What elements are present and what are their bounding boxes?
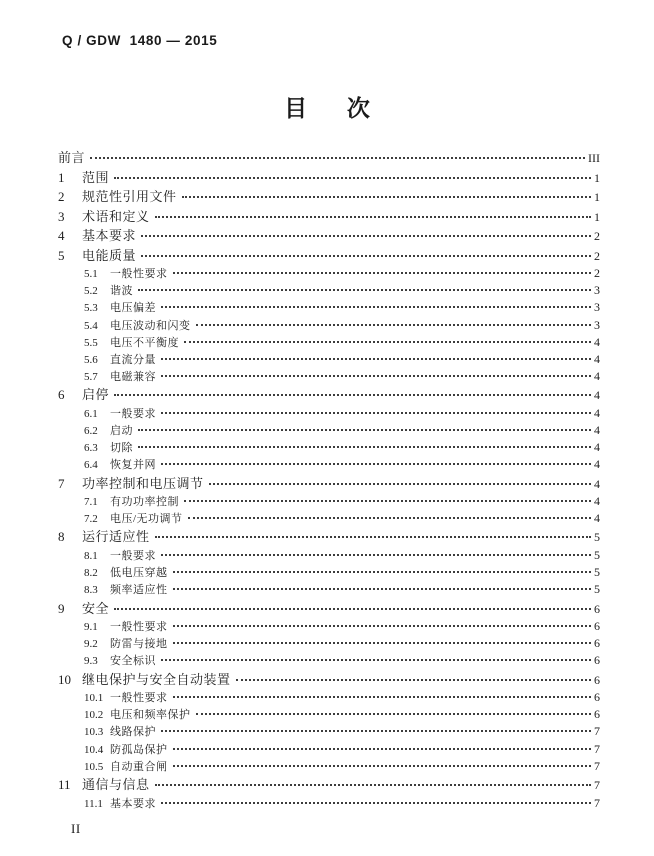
toc-entry-number: 9 <box>58 600 65 616</box>
toc-entry <box>58 474 600 494</box>
footer-page-number: II <box>71 821 81 836</box>
toc-entry <box>58 599 600 619</box>
leader-dots <box>182 196 591 198</box>
leader-dots <box>161 306 591 308</box>
toc-entry-label: 恢复并网 <box>110 459 156 472</box>
toc-entry <box>58 547 600 564</box>
toc-entry-page-number: III <box>588 151 600 165</box>
toc-entry-label: 自动重合闸 <box>110 760 168 773</box>
toc-entry-page-number: 6 <box>594 707 600 722</box>
toc-entry-number: 10.2 <box>84 709 104 722</box>
toc-entry-page-number: 7 <box>594 778 600 792</box>
toc-entry-label: 有功功率控制 <box>110 496 179 509</box>
leader-dots <box>209 483 591 485</box>
toc-entry-page-number: 4 <box>594 388 600 403</box>
leader-dots <box>155 216 591 218</box>
toc-entry-number: 5.5 <box>84 336 98 349</box>
toc-entry <box>58 246 600 266</box>
toc-entry-page-number: 2 <box>594 229 600 243</box>
toc-entry-page-number: 6 <box>594 636 600 651</box>
toc-entry-page-number: 4 <box>594 369 600 384</box>
toc-entry-page-number: 6 <box>594 653 600 668</box>
toc-entry-number: 2 <box>58 189 65 204</box>
toc-entry-label: 基本要求 <box>82 228 137 243</box>
toc-entry <box>58 795 600 812</box>
toc-entry-label: 继电保护与安全自动装置 <box>82 671 231 687</box>
toc-entry-page-number: 4 <box>594 440 600 455</box>
toc-entry <box>58 207 600 227</box>
toc-entry-page-number: 7 <box>594 724 600 739</box>
leader-dots <box>188 517 591 519</box>
toc-entry-number: 6.1 <box>84 407 98 420</box>
toc-entry-page-number: 3 <box>594 317 600 332</box>
toc-entry-label: 频率适应性 <box>110 584 168 597</box>
toc-entry <box>58 317 600 334</box>
leader-dots <box>173 642 592 644</box>
leader-dots <box>173 748 592 750</box>
toc-entry-page-number: 2 <box>594 266 600 280</box>
toc-entry-label: 电压/无功调节 <box>110 513 183 526</box>
toc-entry <box>58 493 600 510</box>
toc-entry-label: 安全 <box>82 600 110 616</box>
toc-entry-label: 一般性要求 <box>110 692 168 705</box>
toc-entry-label: 电磁兼容 <box>110 371 156 384</box>
toc-entry-page-number: 4 <box>594 405 600 420</box>
leader-dots <box>173 571 592 573</box>
toc-entry-number: 8.1 <box>84 549 98 562</box>
leader-dots <box>114 394 591 396</box>
table-of-contents <box>58 148 600 812</box>
leader-dots <box>155 536 591 538</box>
toc-entry-number: 10.5 <box>84 760 104 773</box>
standard-number-header: Q / GDW 1480 — 2015 <box>62 33 218 48</box>
leader-dots <box>161 802 591 804</box>
leader-dots <box>173 696 592 698</box>
leader-dots <box>173 588 592 590</box>
toc-entry-page-number: 1 <box>594 170 600 185</box>
toc-entry <box>58 226 600 246</box>
toc-entry-number: 5 <box>58 247 65 263</box>
toc-entry <box>58 422 600 439</box>
leader-dots <box>141 235 591 237</box>
toc-entry-number: 4 <box>58 228 65 243</box>
leader-dots <box>196 324 592 326</box>
toc-entry-label: 范围 <box>82 169 110 185</box>
leader-dots <box>161 730 591 732</box>
toc-entry <box>58 299 600 316</box>
toc-entry-number: 5.3 <box>84 302 98 315</box>
toc-entry-number: 6.2 <box>84 425 98 437</box>
toc-entry-number: 5.6 <box>84 353 98 366</box>
toc-entry-label: 安全标识 <box>110 655 156 668</box>
leader-dots <box>161 659 591 661</box>
leader-dots <box>138 289 591 291</box>
toc-entry-label: 低电压穿越 <box>110 567 168 580</box>
toc-entry-number: 5.4 <box>84 319 98 332</box>
toc-entry-number: 7.2 <box>84 513 98 526</box>
leader-dots <box>161 358 591 360</box>
toc-entry-label: 防雷与接地 <box>110 638 168 651</box>
toc-entry <box>58 510 600 527</box>
toc-entry <box>58 405 600 422</box>
toc-entry-number: 8 <box>58 529 65 545</box>
toc-entry-page-number: 4 <box>594 351 600 366</box>
toc-entry-page-number: 7 <box>594 741 600 756</box>
toc-entry-page-number: 7 <box>594 758 600 773</box>
toc-entry-label: 电压偏差 <box>110 302 156 315</box>
toc-entry <box>58 385 600 405</box>
toc-entry-label: 一般要求 <box>110 407 156 420</box>
leader-dots <box>114 608 591 610</box>
leader-dots <box>141 255 591 257</box>
toc-entry <box>58 168 600 188</box>
toc-entry-label: 电能质量 <box>82 247 137 263</box>
toc-entry-page-number: 7 <box>594 795 600 810</box>
toc-entry-page-number: 2 <box>594 248 600 263</box>
toc-entry-number: 5.1 <box>84 268 98 280</box>
toc-entry-number: 5.2 <box>84 285 98 298</box>
toc-entry-label: 电压波动和闪变 <box>110 319 191 332</box>
toc-entry <box>58 670 600 690</box>
toc-entry-label: 功率控制和电压调节 <box>82 475 204 491</box>
toc-entry-label: 一般性要求 <box>110 621 168 633</box>
toc-entry-page-number: 4 <box>594 511 600 526</box>
toc-entry-number: 8.3 <box>84 584 98 597</box>
leader-dots <box>161 463 591 465</box>
toc-entry-label: 谐波 <box>110 285 133 298</box>
toc-entry <box>58 618 600 635</box>
toc-entry-number: 5.7 <box>84 371 98 384</box>
toc-entry-page-number: 3 <box>594 300 600 315</box>
toc-entry <box>58 456 600 473</box>
toc-entry-number: 6.3 <box>84 442 98 455</box>
toc-entry-number: 1 <box>58 169 65 185</box>
leader-dots <box>173 765 592 767</box>
toc-entry-number: 10 <box>58 671 71 687</box>
toc-entry-label: 前言 <box>58 150 86 165</box>
page-title: 目 次 <box>284 96 370 121</box>
toc-entry <box>58 581 600 598</box>
toc-entry-label: 启动 <box>110 425 133 437</box>
leader-dots <box>236 679 591 681</box>
toc-entry-number: 9.1 <box>84 621 98 633</box>
leader-dots <box>161 554 591 556</box>
toc-entry-label: 运行适应性 <box>82 529 150 545</box>
toc-entry <box>58 265 600 282</box>
toc-entry <box>58 187 600 207</box>
toc-entry-page-number: 4 <box>594 334 600 349</box>
leader-dots <box>90 157 585 159</box>
toc-entry-page-number: 5 <box>594 547 600 562</box>
toc-entry-number: 10.4 <box>84 743 104 756</box>
toc-entry <box>58 351 600 368</box>
leader-dots <box>138 429 591 431</box>
toc-entry-page-number: 6 <box>594 672 600 687</box>
leader-dots <box>114 177 591 179</box>
leader-dots <box>173 625 592 627</box>
toc-entry-number: 11.1 <box>84 797 103 810</box>
toc-entry <box>58 723 600 740</box>
toc-entry <box>58 635 600 652</box>
toc-entry-page-number: 4 <box>594 494 600 509</box>
leader-dots <box>161 375 591 377</box>
toc-entry-label: 启停 <box>82 387 110 403</box>
toc-entry <box>58 282 600 299</box>
toc-entry-page-number: 6 <box>594 690 600 705</box>
toc-entry-label: 术语和定义 <box>82 208 150 224</box>
leader-dots <box>196 713 592 715</box>
toc-entry-number: 10.3 <box>84 726 104 739</box>
toc-entry-page-number: 5 <box>594 530 600 545</box>
toc-entry <box>58 689 600 706</box>
toc-entry-label: 直流分量 <box>110 353 156 366</box>
toc-entry <box>58 527 600 547</box>
toc-entry-label: 电压和频率保护 <box>110 709 191 722</box>
toc-entry-label: 防孤岛保护 <box>110 743 168 756</box>
toc-entry <box>58 334 600 351</box>
toc-entry-number: 9.3 <box>84 655 98 668</box>
toc-entry-number: 8.2 <box>84 567 98 580</box>
toc-entry <box>58 775 600 795</box>
toc-entry-number: 9.2 <box>84 638 98 651</box>
toc-entry <box>58 368 600 385</box>
toc-entry-page-number: 4 <box>594 423 600 437</box>
toc-entry <box>58 439 600 456</box>
leader-dots <box>138 446 591 448</box>
toc-entry-page-number: 3 <box>594 283 600 298</box>
toc-entry-page-number: 4 <box>594 476 600 491</box>
toc-entry <box>58 148 600 168</box>
leader-dots <box>184 500 591 502</box>
toc-entry-number: 10.1 <box>84 692 104 705</box>
toc-entry-number: 7.1 <box>84 496 98 509</box>
toc-entry-number: 11 <box>58 777 71 792</box>
toc-entry-number: 6.4 <box>84 459 98 472</box>
toc-entry-label: 基本要求 <box>110 797 156 810</box>
toc-entry-label: 通信与信息 <box>82 777 150 792</box>
toc-entry-number: 6 <box>58 387 65 403</box>
leader-dots <box>173 272 592 274</box>
toc-entry-page-number: 6 <box>594 619 600 633</box>
leader-dots <box>161 412 591 414</box>
leader-dots <box>184 341 591 343</box>
toc-entry-page-number: 4 <box>594 457 600 472</box>
toc-entry-number: 7 <box>58 475 65 491</box>
toc-entry <box>58 741 600 758</box>
toc-entry-number: 3 <box>58 208 65 224</box>
leader-dots <box>155 784 591 786</box>
toc-entry-label: 电压不平衡度 <box>110 336 179 349</box>
toc-entry-page-number: 1 <box>594 190 600 204</box>
toc-entry-label: 一般要求 <box>110 549 156 562</box>
toc-entry-page-number: 5 <box>594 582 600 597</box>
toc-entry <box>58 652 600 669</box>
toc-entry <box>58 706 600 723</box>
toc-entry <box>58 758 600 775</box>
toc-entry <box>58 564 600 581</box>
toc-entry-label: 一般性要求 <box>110 268 168 280</box>
toc-entry-label: 切除 <box>110 442 133 455</box>
toc-entry-label: 线路保护 <box>110 726 156 739</box>
toc-entry-page-number: 1 <box>594 209 600 224</box>
toc-entry-label: 规范性引用文件 <box>82 189 177 204</box>
toc-entry-page-number: 5 <box>594 565 600 580</box>
toc-entry-page-number: 6 <box>594 601 600 616</box>
